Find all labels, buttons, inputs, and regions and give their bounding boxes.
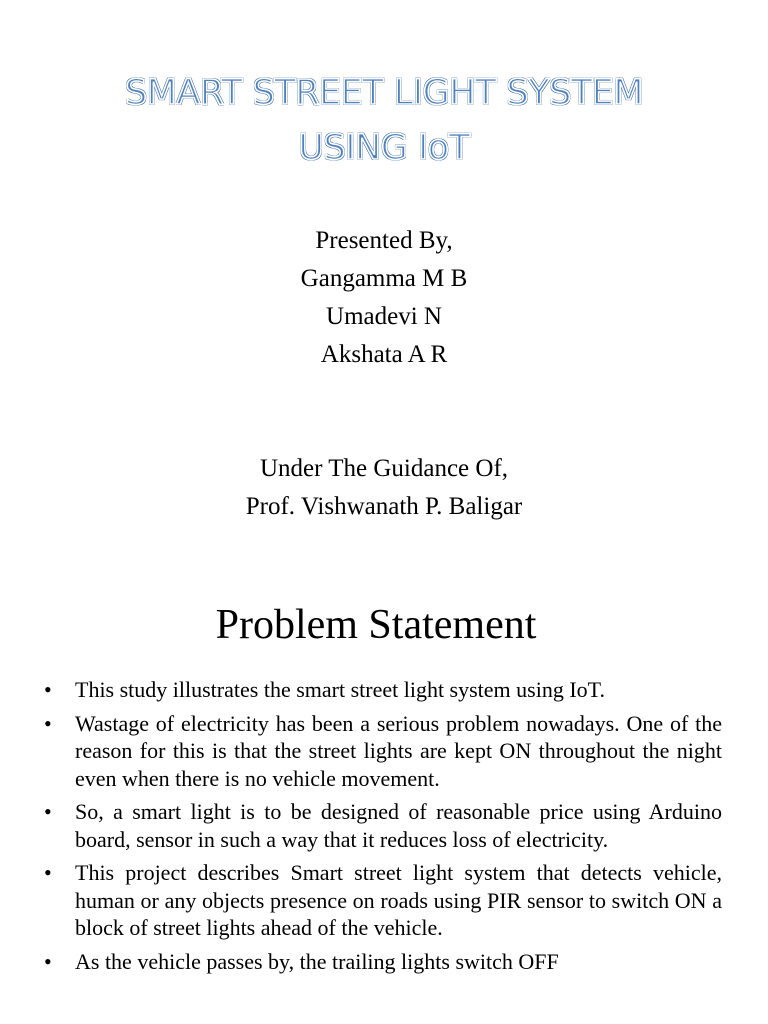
bullet-text: So, a smart light is to be designed of reasonable price using Arduino board, sensor in such a way that it reduces loss of electricity.	[75, 799, 722, 852]
bullet-item	[40, 798, 722, 853]
bullet-text: This project describes Smart street light system that detects vehicle, human or any objects presence on roads using PIR sensor to switch ON a block of street lights ahead of the vehicle.	[75, 860, 722, 940]
bullet-text: This study illustrates the smart street light system using IoT.	[75, 677, 605, 702]
guidance-block	[0, 450, 768, 526]
bullet-text: Wastage of electricity has been a serious problem nowadays. One of the reason for this is that the street lights are kept ON throughout the night even when there is no vehicle movement.	[75, 710, 722, 791]
presenter-name: Akshata A R	[320, 341, 448, 368]
bullet-icon: •	[44, 710, 52, 736]
bullet-icon: •	[44, 860, 52, 885]
presenter-name: Umadevi N	[326, 303, 442, 330]
section-heading: Problem Statement	[215, 602, 537, 648]
bullet-icon: •	[44, 677, 52, 702]
presenters-heading: Presented By,	[315, 227, 453, 254]
slide-title	[0, 66, 768, 176]
bullet-icon: •	[44, 799, 52, 824]
guidance-heading: Under The Guidance Of,	[259, 455, 509, 482]
bullet-item	[40, 948, 722, 976]
presenters-block	[0, 222, 768, 374]
bullet-item	[40, 710, 722, 793]
title-line-1: SMART STREET LIGHT SYSTEM	[124, 73, 644, 113]
title-line-2: USING IoT	[298, 128, 470, 168]
bullet-item	[40, 676, 722, 704]
presenter-name: Gangamma M B	[300, 265, 468, 292]
bullet-icon: •	[44, 948, 52, 974]
guide-name: Prof. Vishwanath P. Baligar	[245, 493, 523, 520]
bullet-list	[40, 676, 722, 981]
bullet-item	[40, 859, 722, 942]
bullet-text: As the vehicle passes by, the trailing lights switch OFF	[75, 948, 559, 974]
